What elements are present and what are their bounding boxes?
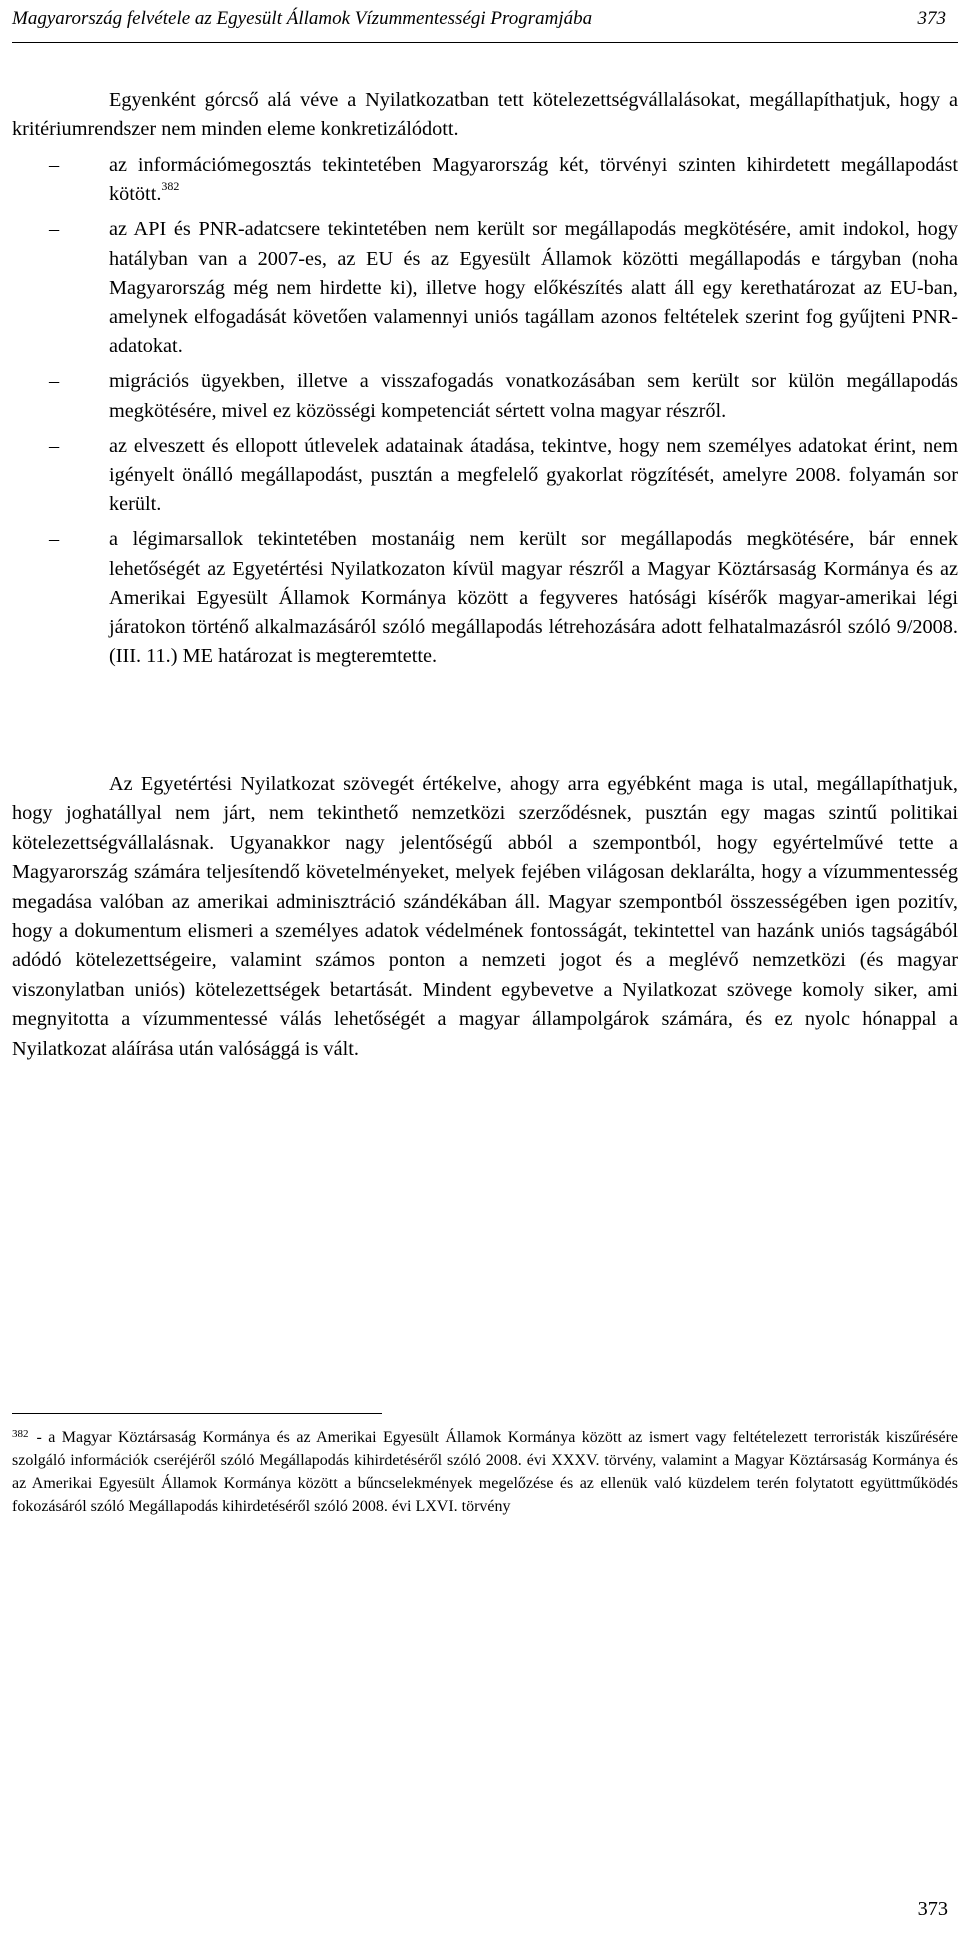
list-item-text: az információmegosztás tekintetében Magyarország két, törvényi szinten kihirdetett megállapodást kötött. xyxy=(109,154,958,206)
list-dash: – xyxy=(49,218,60,241)
footnote-ref[interactable]: 382 xyxy=(161,179,180,194)
footnote-separator xyxy=(12,1413,382,1414)
list-item-text: az API és PNR-adatcsere tekintetében nem került sor megállapodás megkötésére, amit indokol, hogy hatályban van a 2007-es, az EU és az Egyesült Államok közötti megállapodás e tárgyban (noha Magyarország még nem hirdette ki), illetve hogy előkészítés alatt áll egy kerethatározat az EU-ban, amelynek elfogadását követően valamennyi uniós tagállam azonos feltételek szerint fog gyűjteni PNR-adatokat. xyxy=(109,218,958,358)
page-number: 373 xyxy=(917,1898,948,1920)
list-item xyxy=(12,215,958,361)
list-item-text: a légimarsallok tekintetében mostanáig nem került sor megállapodás megkötésére, bár ennek lehetőségét az Egyetértési Nyilatkozaton kívül magyar részről a Magyar Köztársaság Kormánya és az Amerikai Egyesült Államok Kormánya között a fegyveres hatósági kísérők magyar-amerikai légi járatokon történő alkalmazásáról szóló megállapodás létrehozására adott felhatalmazásról szóló 9/2008. (III. 11.) ME határozat is megteremtette. xyxy=(109,528,958,668)
running-header xyxy=(12,4,958,43)
intro-paragraph: Egyenként górcső alá véve a Nyilatkozatban tett kötelezettségvállalásokat, megállapíthatjuk, hogy a kritériumrendszer nem minden eleme konkretizálódott. xyxy=(12,89,958,141)
footnote-text: - a Magyar Köztársaság Kormánya és az Amerikai Egyesült Államok Kormánya között az ismert vagy feltételezett terroristák kiszűrésére szolgáló információk cseréjéről szóló Megállapodás kihirdetéséről szóló 2008. évi XXXV. törvény, valamint a Magyar Köztársaság Kormánya és az Amerikai Egyesült Államok Kormánya között a bűncselekmények megelőzése és az ellenük való küzdelem terén folytatott együttműködés fokozásáról szóló Megállapodás kihirdetéséről szóló 2008. évi LXVI. törvény xyxy=(12,1429,958,1515)
evaluation-paragraph: Az Egyetértési Nyilatkozat szövegét értékelve, ahogy arra egyébként maga is utal, megállapíthatjuk, hogy joghatállyal nem járt, nem tekinthető nemzetközi szerződésnek, pusztán egy magas szintű politikai kötelezettségvállalásnak. Ugyanakkor nagy jelentőségű abból a szempontból, hogy egyértelművé tette a Magyarország számára teljesítendő követelményeket, melyek fejében világosan deklarálta, hogy a vízummentesség megadása valóban az amerikai adminisztráció szándékában áll. Magyar szempontból összességében igen pozitív, hogy a dokumentum elismeri a személyes adatok védelmének fontosságát, tekintettel van hazánk uniós tagságából adódó kötelezettségeire, valamint számos ponton a nemzeti jogot és a meglévő nemzetközi (és magyar viszonylatban uniós) kötelezettségek betartását. Mindent egybevetve a Nyilatkozat szövege komoly siker, ami megnyitotta a vízummentessé válás lehetőségét a magyar állampolgárok számára, és ez nyolc hónappal a Nyilatkozat aláírása után valósággá is vált. xyxy=(12,773,958,1060)
list-dash: – xyxy=(49,434,60,457)
list-item xyxy=(12,367,958,425)
commitments-list xyxy=(12,151,958,677)
header-page-number: 373 xyxy=(917,8,946,29)
list-dash: – xyxy=(49,154,60,176)
list-dash: – xyxy=(49,528,60,551)
list-item xyxy=(12,432,958,520)
footnote-number: 382 xyxy=(12,1428,29,1440)
list-item-text: az elveszett és ellopott útlevelek adatainak átadása, tekintve, hogy nem személyes adatokat érint, nem igényelt önálló megállapodást, pusztán a megfelelő gyakorlat rögzítését, amelyre 2008. folyamán sor került. xyxy=(109,434,958,516)
list-dash: – xyxy=(49,370,60,393)
list-item xyxy=(12,525,958,671)
footnote xyxy=(12,1426,958,1518)
list-item-text: migrációs ügyekben, illetve a visszafogadás vonatkozásában sem került sor külön megállapodás megkötésére, mivel ez közösségi kompetenciát sértett volna magyar részről. xyxy=(109,370,958,422)
list-item xyxy=(12,151,958,209)
header-title: Magyarország felvétele az Egyesült Államok Vízummentességi Programjába xyxy=(12,8,593,29)
